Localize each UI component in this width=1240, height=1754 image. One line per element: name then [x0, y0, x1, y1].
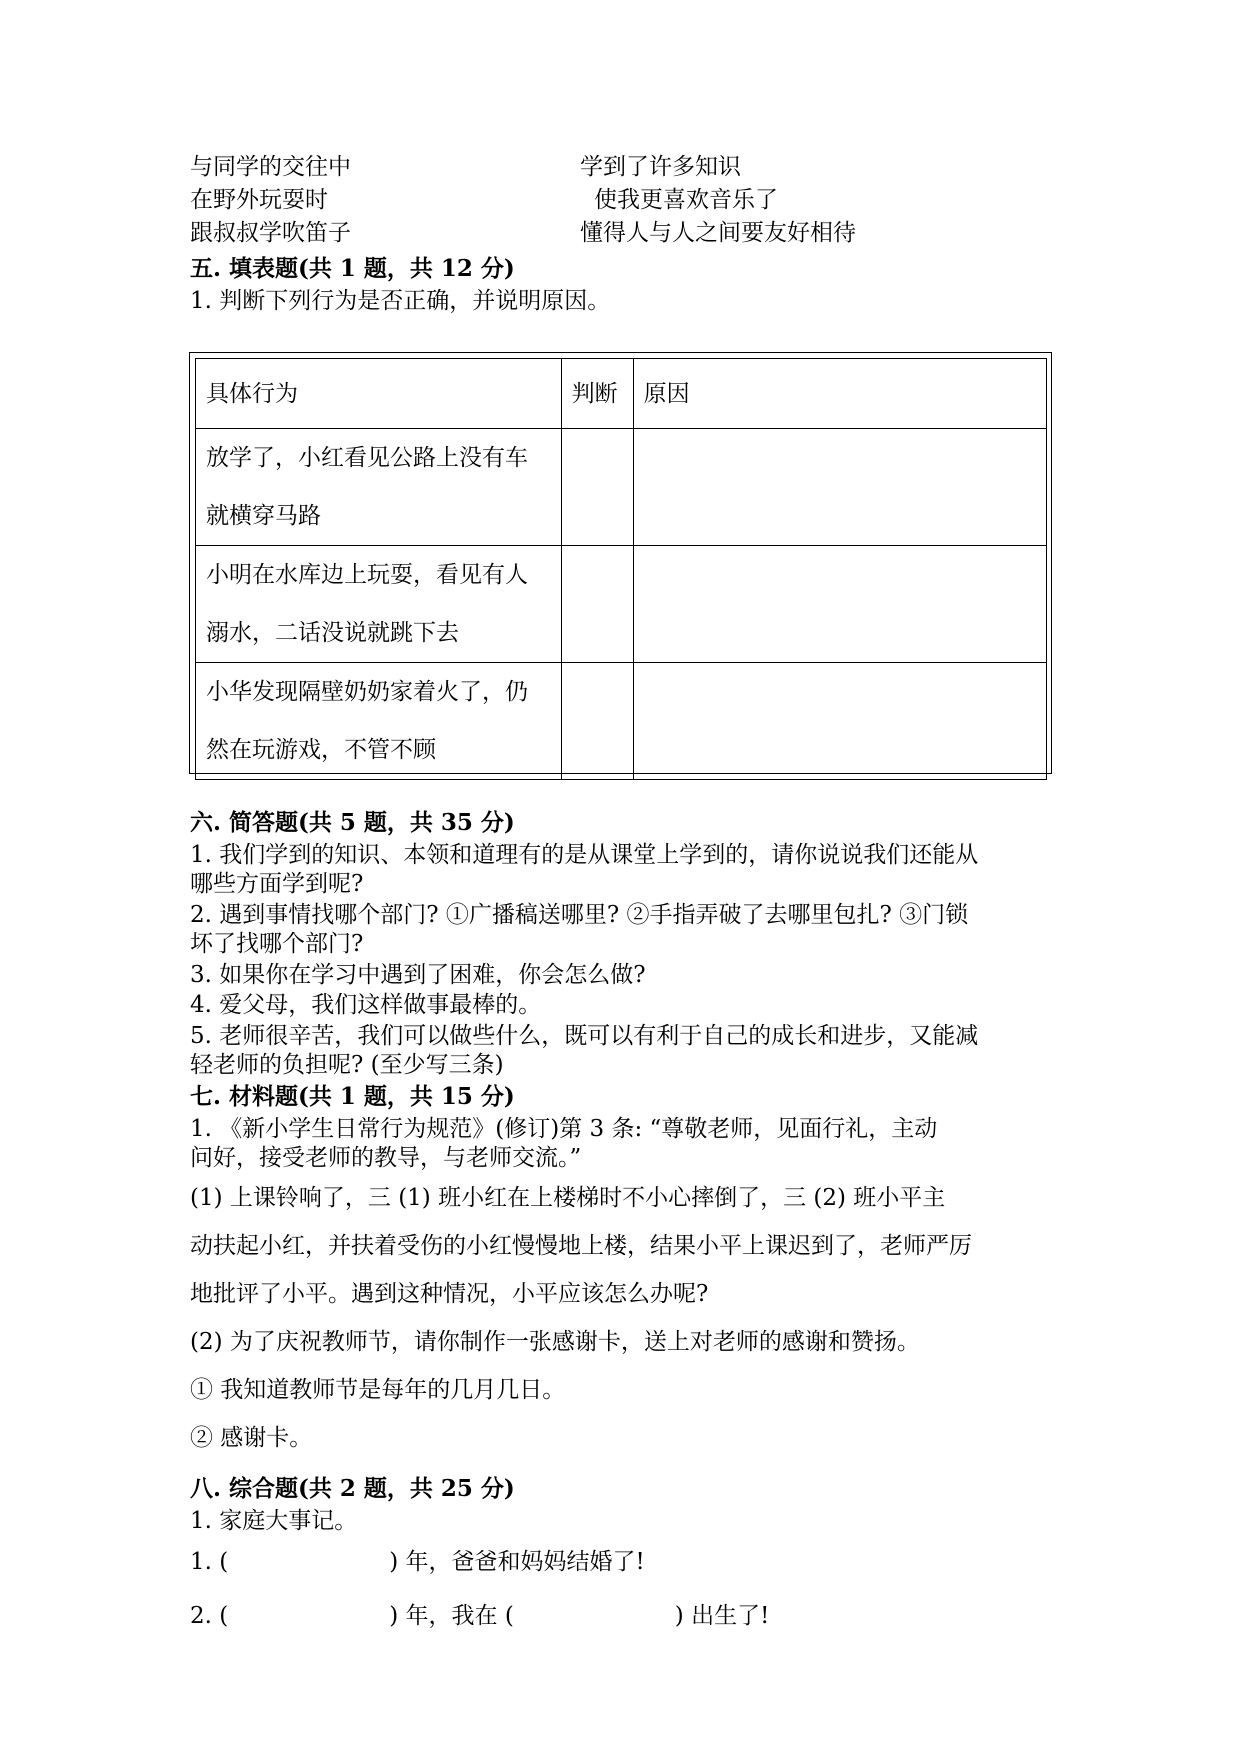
section-6-line: 1. 我们学到的知识、本领和道理有的是从课堂上学到的，请你说说我们还能从: [190, 842, 979, 868]
table-row: [196, 429, 1047, 546]
section-5-question: 1. 判断下列行为是否正确，并说明原因。: [190, 288, 611, 314]
section-7-line: ① 我知道教师节是每年的几月几日。: [190, 1377, 566, 1403]
section-7-line: 地批评了小平。遇到这种情况，小平应该怎么办呢?: [190, 1281, 709, 1307]
section-6-line: 3. 如果你在学习中遇到了困难，你会怎么做?: [190, 962, 646, 988]
section-6-line: 轻老师的负担呢? (至少写三条): [190, 1052, 504, 1078]
section-7-line: 1. 《新小学生日常行为规范》(修订)第 3 条: “尊敬老师，见面行礼，主动: [190, 1116, 938, 1142]
section-7-line: 问好，接受老师的教导，与老师交流。”: [190, 1145, 582, 1171]
behavior-cell: [196, 546, 562, 663]
section-6-line: 5. 老师很辛苦，我们可以做些什么，既可以有利于自己的成长和进步，又能减: [190, 1023, 979, 1049]
match-left-item: 与同学的交往中: [190, 154, 351, 180]
reason-cell[interactable]: [633, 546, 1046, 663]
table-row: [196, 546, 1047, 663]
table-row: [196, 663, 1047, 780]
section-6-line: 2. 遇到事情找哪个部门? ①广播稿送哪里? ②手指弄破了去哪里包扎? ③门锁: [190, 902, 969, 928]
match-right-item: 学到了许多知识: [580, 154, 741, 180]
behavior-text: 放学了，小红看见公路上没有车就横穿马路: [206, 445, 528, 529]
match-right-item: 懂得人与人之间要友好相待: [580, 220, 856, 246]
section-5-heading: 五. 填表题(共 1 题，共 12 分): [190, 255, 515, 282]
section-6-line: 坏了找哪个部门?: [190, 931, 364, 957]
section-7-line: (1) 上课铃响了，三 (1) 班小红在上楼梯时不小心摔倒了，三 (2) 班小平主: [190, 1185, 946, 1211]
section-6-heading: 六. 简答题(共 5 题，共 35 分): [190, 809, 515, 836]
section-7-line: 动扶起小红，并扶着受伤的小红慢慢地上楼，结果小平上课迟到了，老师严厉: [190, 1233, 972, 1259]
behavior-text: 小华发现隔壁奶奶家着火了，仍然在玩游戏，不管不顾: [206, 679, 528, 763]
section-8-heading: 八. 综合题(共 2 题，共 25 分): [190, 1475, 515, 1502]
behavior-table: [195, 358, 1047, 780]
section-6-line: 哪些方面学到呢?: [190, 871, 364, 897]
header-reason: 原因: [633, 359, 1046, 429]
section-7-line: ② 感谢卡。: [190, 1425, 313, 1451]
match-left-item: 跟叔叔学吹笛子: [190, 220, 351, 246]
reason-cell[interactable]: [633, 663, 1046, 780]
section-6-line: 4. 爱父母，我们这样做事最棒的。: [190, 992, 542, 1018]
behavior-cell: [196, 663, 562, 780]
judge-cell[interactable]: [561, 663, 633, 780]
table-header-row: [196, 359, 1047, 429]
header-behavior: 具体行为: [196, 359, 562, 429]
section-7-line: (2) 为了庆祝教师节，请你制作一张感谢卡，送上对老师的感谢和赞扬。: [190, 1329, 920, 1355]
judge-cell[interactable]: [561, 429, 633, 546]
behavior-text: 小明在水库边上玩耍，看见有人溺水，二话没说就跳下去: [206, 562, 528, 646]
section-8-line: 2. ( ) 年，我在 ( ) 出生了!: [190, 1603, 770, 1629]
section-7-heading: 七. 材料题(共 1 题，共 15 分): [190, 1083, 515, 1110]
match-left-item: 在野外玩耍时: [190, 187, 328, 213]
header-judge: 判断: [561, 359, 633, 429]
behavior-table-frame: [189, 352, 1052, 774]
section-8-question: 1. 家庭大事记。: [190, 1508, 358, 1534]
reason-cell[interactable]: [633, 429, 1046, 546]
judge-cell[interactable]: [561, 546, 633, 663]
match-right-item: 使我更喜欢音乐了: [594, 187, 778, 213]
behavior-cell: [196, 429, 562, 546]
section-8-line: 1. ( ) 年，爸爸和妈妈结婚了!: [190, 1549, 645, 1575]
